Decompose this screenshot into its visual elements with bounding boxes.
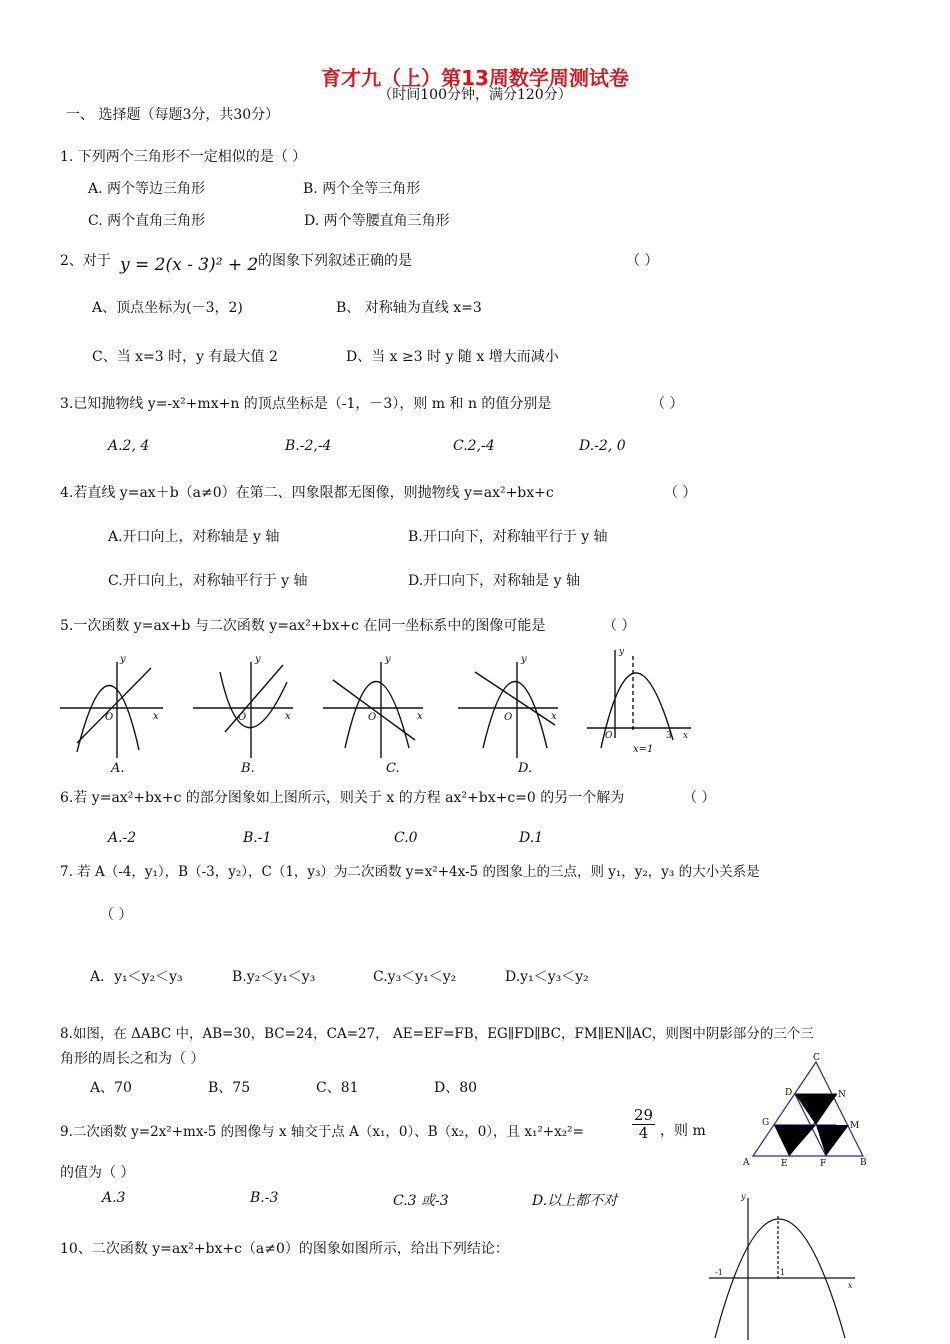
q1-option-d: D. 两个等腰直角三角形 (304, 213, 450, 229)
q7-option-a: A．y₁＜y₂＜y₃ (90, 969, 183, 985)
question-10: 10、二次函数 y=ax²+bx+c（a≠0）的图象如图所示，给出下列结论： (60, 1241, 509, 1257)
question-7: 7. 若 A（-4，y₁），B（-3，y₂），C（1，y₃）为二次函数 y=x²+4x-5 的图象上的三点，则 y₁，y₂，y₃ 的大小关系是 (60, 864, 760, 880)
q1-option-a: A. 两个等边三角形 (88, 181, 206, 197)
q1-option-b: B. 两个全等三角形 (303, 181, 421, 197)
point-e-label: E (781, 1159, 788, 1169)
page-subtitle: （时间100分钟，满分120分） (378, 87, 572, 103)
q10-y-label: y (741, 1192, 746, 1201)
page-title: 育才九（上）第13周数学周测试卷 (321, 66, 629, 90)
q8-option-a: A、70 (90, 1080, 132, 1096)
question-7-paren: （ ） (100, 907, 133, 923)
q10-x-label: x (848, 1281, 853, 1290)
q9-option-a: A.3 (102, 1190, 126, 1206)
question-8-line2: 角形的周长之和为（ ） (60, 1051, 205, 1067)
q3-option-c: C.2,-4 (453, 438, 495, 454)
q1-option-c: C. 两个直角三角形 (88, 213, 206, 229)
graph-c-x-label: x (417, 711, 423, 722)
graph-q6-y-label: y (619, 647, 625, 657)
question-5-paren: （ ） (603, 618, 636, 634)
q3-option-a: A.2, 4 (108, 438, 150, 454)
fraction-numerator: 29 (634, 1106, 654, 1124)
q2-option-d: D、当 x ≥3 时 y 随 x 增大而减小 (346, 349, 559, 365)
graph-b-label: B. (241, 761, 255, 776)
q3-option-b: B.-2,-4 (285, 438, 332, 454)
q10-tick-neg1: -1 (715, 1268, 723, 1277)
q2-option-b: B、 对称轴为直线 x=3 (336, 300, 482, 316)
point-a-label: A (743, 1158, 750, 1168)
graph-a-origin: O (105, 712, 114, 723)
point-b-label: B (860, 1158, 867, 1168)
point-c-label: C (813, 1053, 820, 1063)
graph-a-y-label: y (120, 654, 126, 665)
q4-option-d: D.开口向下，对称轴是 y 轴 (408, 573, 580, 589)
graph-a-label: A. (111, 761, 125, 776)
q8-option-c: C、81 (316, 1080, 359, 1096)
point-n-label: N (838, 1090, 846, 1100)
q8-option-b: B、75 (208, 1080, 251, 1096)
q6-option-d: D.1 (519, 830, 544, 846)
graph-b-origin: O (238, 712, 247, 723)
question-6: 6.若 y=ax²+bx+c 的部分图象如上图所示，则关于 x 的方程 ax²+bx+c=0 的另一个解为 (60, 790, 625, 806)
question-5: 5.一次函数 y=ax+b 与二次函数 y=ax²+bx+c 在同一坐标系中的图像可能是 (60, 618, 546, 634)
graph-d-y-label: y (521, 654, 527, 665)
q6-option-b: B.-1 (243, 830, 272, 846)
question-6-paren: （ ） (683, 790, 716, 806)
q9-option-b: B.-3 (250, 1190, 279, 1206)
q5-option-graphs (55, 640, 705, 780)
graph-c-y-label: y (385, 654, 391, 665)
graph-c-label: C. (386, 761, 400, 776)
graph-q6-tick: 3 (666, 731, 672, 741)
q6-option-a: A.-2 (108, 830, 137, 846)
q4-option-a: A.开口向上，对称轴是 y 轴 (108, 529, 280, 545)
question-1: 1. 下列两个三角形不一定相似的是（ ） (60, 149, 307, 165)
q8-option-d: D、80 (434, 1080, 478, 1096)
q2-option-a: A、顶点坐标为(－3，2) (92, 300, 243, 316)
question-9-line2: 的值为（ ） (60, 1165, 135, 1181)
question-9-line1: 9.二次函数 y=2x²+mx-5 的图像与 x 轴交于点 A（x₁，0）、B（x₂，0），且 x₁²+x₂²= (60, 1124, 584, 1140)
question-4: 4.若直线 y=ax＋b（a≠0）在第二、四象限都无图像，则抛物线 y=ax²+bx+c (60, 485, 554, 501)
q3-option-d: D.-2, 0 (579, 438, 626, 454)
q6-option-c: C.0 (394, 830, 418, 846)
q7-option-d: D.y₁＜y₃＜y₂ (505, 969, 589, 985)
fraction-denominator: 4 (638, 1124, 649, 1142)
q9-option-c: C.3 或-3 (393, 1193, 449, 1209)
graph-q6-axis-label: x=1 (633, 744, 654, 755)
question-4-paren: （ ） (664, 485, 697, 501)
question-8-line1: 8.如图，在 ΔABC 中，AB=30，BC=24，CA=27， AE=EF=FB，EG∥FD∥BC，FM∥EN∥AC，则图中阴影部分的三个三 (60, 1026, 814, 1042)
q4-option-c: C.开口向上，对称轴平行于 y 轴 (108, 573, 308, 589)
q7-option-c: C.y₃＜y₁＜y₂ (373, 969, 457, 985)
graph-d-label: D. (518, 761, 533, 776)
question-3-paren: （ ） (651, 396, 684, 412)
q2-option-c: C、当 x=3 时，y 有最大值 2 (92, 349, 278, 365)
point-f-label: F (820, 1159, 827, 1169)
question-9-fraction (632, 1107, 655, 1142)
graph-a-x-label: x (153, 711, 159, 722)
question-3: 3.已知抛物线 y=-x²+mx+n 的顶点坐标是（-1，－3），则 m 和 n 的值分别是 (60, 396, 552, 412)
section-heading: 一、 选择题（每题3分，共30分） (66, 107, 280, 123)
graph-b-y-label: y (255, 654, 261, 665)
question-2-tail: 的图象下列叙述正确的是 (258, 253, 412, 269)
q10-graph (705, 1188, 865, 1344)
point-m-label: M (850, 1121, 860, 1131)
graph-b-x-label: x (285, 711, 291, 722)
graph-q6-origin: O (605, 731, 613, 741)
graph-d-origin: O (504, 712, 513, 723)
triangle-figure (738, 1050, 873, 1170)
point-g-label: G (762, 1118, 770, 1128)
point-d-label: D (785, 1088, 793, 1098)
q10-tick-1: 1 (780, 1268, 786, 1277)
question-2-lead: 2、对于 (60, 253, 111, 269)
q9-option-d: D.以上都不对 (532, 1193, 618, 1209)
graph-c-origin: O (368, 712, 377, 723)
q4-option-b: B.开口向下，对称轴平行于 y 轴 (408, 529, 608, 545)
question-9-line1-tail: ，则 m (660, 1123, 706, 1139)
graph-d-x-label: x (551, 711, 557, 722)
question-2-paren: （ ） (626, 253, 659, 269)
graph-q6-x-label: x (683, 731, 689, 741)
q7-option-b: B.y₂＜y₁＜y₃ (232, 969, 316, 985)
question-2-formula: y = 2(x - 3)² + 2 (120, 255, 259, 275)
